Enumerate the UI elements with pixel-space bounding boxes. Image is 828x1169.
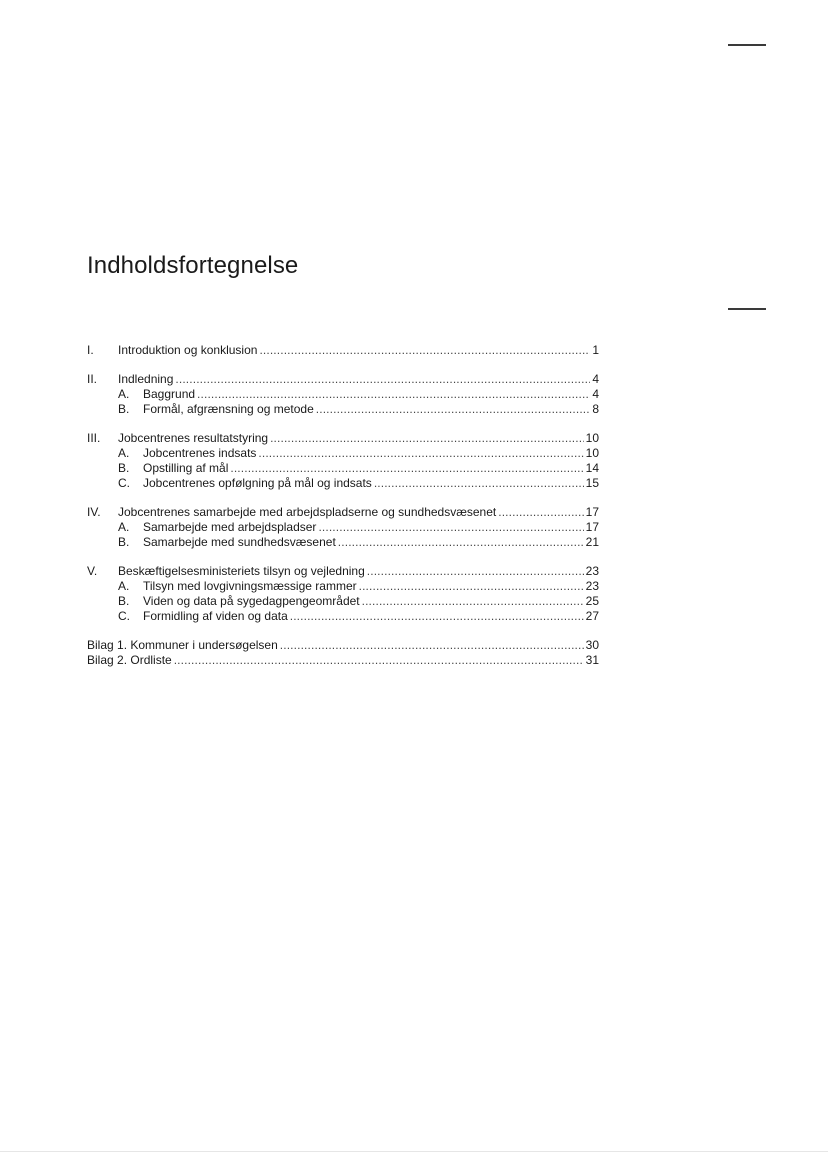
dot-leader [258,446,583,461]
dot-leader [367,564,584,579]
toc-entry-title: Beskæftigelsesministeriets tilsyn og vejledning [118,564,365,578]
toc-subentry[interactable] [87,535,599,550]
toc-subentry[interactable] [87,579,599,594]
toc-subentry-title: Formidling af viden og data [143,609,288,623]
page-number: 23 [585,579,599,593]
page-title: Indholdsfortegnelse [87,252,299,279]
dot-leader [374,476,584,491]
toc-subentry-number: B. [118,535,130,549]
toc-subentry[interactable] [87,476,599,491]
toc-entry[interactable] [87,372,599,387]
dot-leader [259,343,590,358]
page-number: 23 [585,564,599,578]
page-number: 1 [592,343,599,357]
page-number: 10 [585,431,599,445]
toc-subentry[interactable] [87,402,599,417]
toc-section [87,343,599,358]
toc-entry-number: III. [87,431,101,445]
dot-leader [197,387,590,402]
toc-subentry-number: A. [118,446,130,460]
toc-subentry-title: Opstilling af mål [143,461,229,475]
page-number: 25 [585,594,599,608]
page-bottom-edge [0,1151,828,1152]
page-number: 31 [585,653,599,667]
page-number: 8 [592,402,599,416]
toc-entry-number: IV. [87,505,101,519]
appendix-title: Bilag 1. Kommuner i undersøgelsen [87,638,278,652]
page-number: 17 [585,505,599,519]
dot-leader [270,431,584,446]
page-number: 10 [585,446,599,460]
toc-subentry-number: A. [118,387,130,401]
dot-leader [338,535,584,550]
toc-entry-title: Introduktion og konklusion [118,343,258,357]
dot-leader [174,653,584,668]
dot-leader [362,594,584,609]
toc-subentry[interactable] [87,446,599,461]
toc-entry[interactable] [87,431,599,446]
appendix-list [87,638,599,668]
margin-mark-top [728,44,766,46]
dot-leader [359,579,584,594]
toc-section [87,372,599,417]
toc-subentry-number: C. [118,476,130,490]
page-number: 27 [585,609,599,623]
toc-entry[interactable] [87,343,599,358]
toc-entry[interactable] [87,564,599,579]
toc-subentry-number: B. [118,402,130,416]
page-number: 21 [585,535,599,549]
toc-subentry[interactable] [87,461,599,476]
toc-subentry-title: Samarbejde med sundhedsvæsenet [143,535,336,549]
toc-section [87,564,599,624]
toc-subentry-number: C. [118,609,130,623]
toc-entry-number: II. [87,372,98,386]
toc-subentry[interactable] [87,520,599,535]
toc-subentry-number: A. [118,520,130,534]
dot-leader [175,372,590,387]
toc-subentry-title: Baggrund [143,387,196,401]
toc-subentry[interactable] [87,609,599,624]
toc-subentry[interactable] [87,594,599,609]
page-number: 17 [585,520,599,534]
page-number: 15 [585,476,599,490]
toc-subentry[interactable] [87,387,599,402]
margin-mark-middle [728,308,766,310]
dot-leader [318,520,583,535]
appendix-title: Bilag 2. Ordliste [87,653,172,667]
toc-entry-title: Jobcentrenes samarbejde med arbejdspladserne og sundhedsvæsenet [118,505,497,519]
page-number: 14 [585,461,599,475]
dot-leader [290,609,584,624]
appendix-entry[interactable] [87,653,599,668]
appendix-entry[interactable] [87,638,599,653]
toc-subentry-title: Tilsyn med lovgivningsmæssige rammer [143,579,357,593]
toc-entry-number: I. [87,343,94,357]
toc-subentry-title: Formål, afgrænsning og metode [143,402,314,416]
toc-section [87,505,599,550]
toc-entry-title: Jobcentrenes resultatstyring [118,431,269,445]
toc-entry-number: V. [87,564,98,578]
toc-subentry-title: Samarbejde med arbejdspladser [143,520,317,534]
toc-section [87,431,599,491]
dot-leader [230,461,583,476]
toc-subentry-title: Jobcentrenes indsats [143,446,257,460]
toc-subentry-number: B. [118,461,130,475]
dot-leader [280,638,584,653]
dot-leader [316,402,591,417]
toc-subentry-number: B. [118,594,130,608]
toc-subentry-number: A. [118,579,130,593]
page-number: 4 [592,387,599,401]
toc-subentry-title: Jobcentrenes opfølgning på mål og indsats [143,476,372,490]
page-number: 30 [585,638,599,652]
toc-subentry-title: Viden og data på sygedagpengeområdet [143,594,360,608]
toc-entry[interactable] [87,505,599,520]
page-number: 4 [592,372,599,386]
toc-entry-title: Indledning [118,372,174,386]
dot-leader [498,505,583,520]
table-of-contents [87,343,599,668]
